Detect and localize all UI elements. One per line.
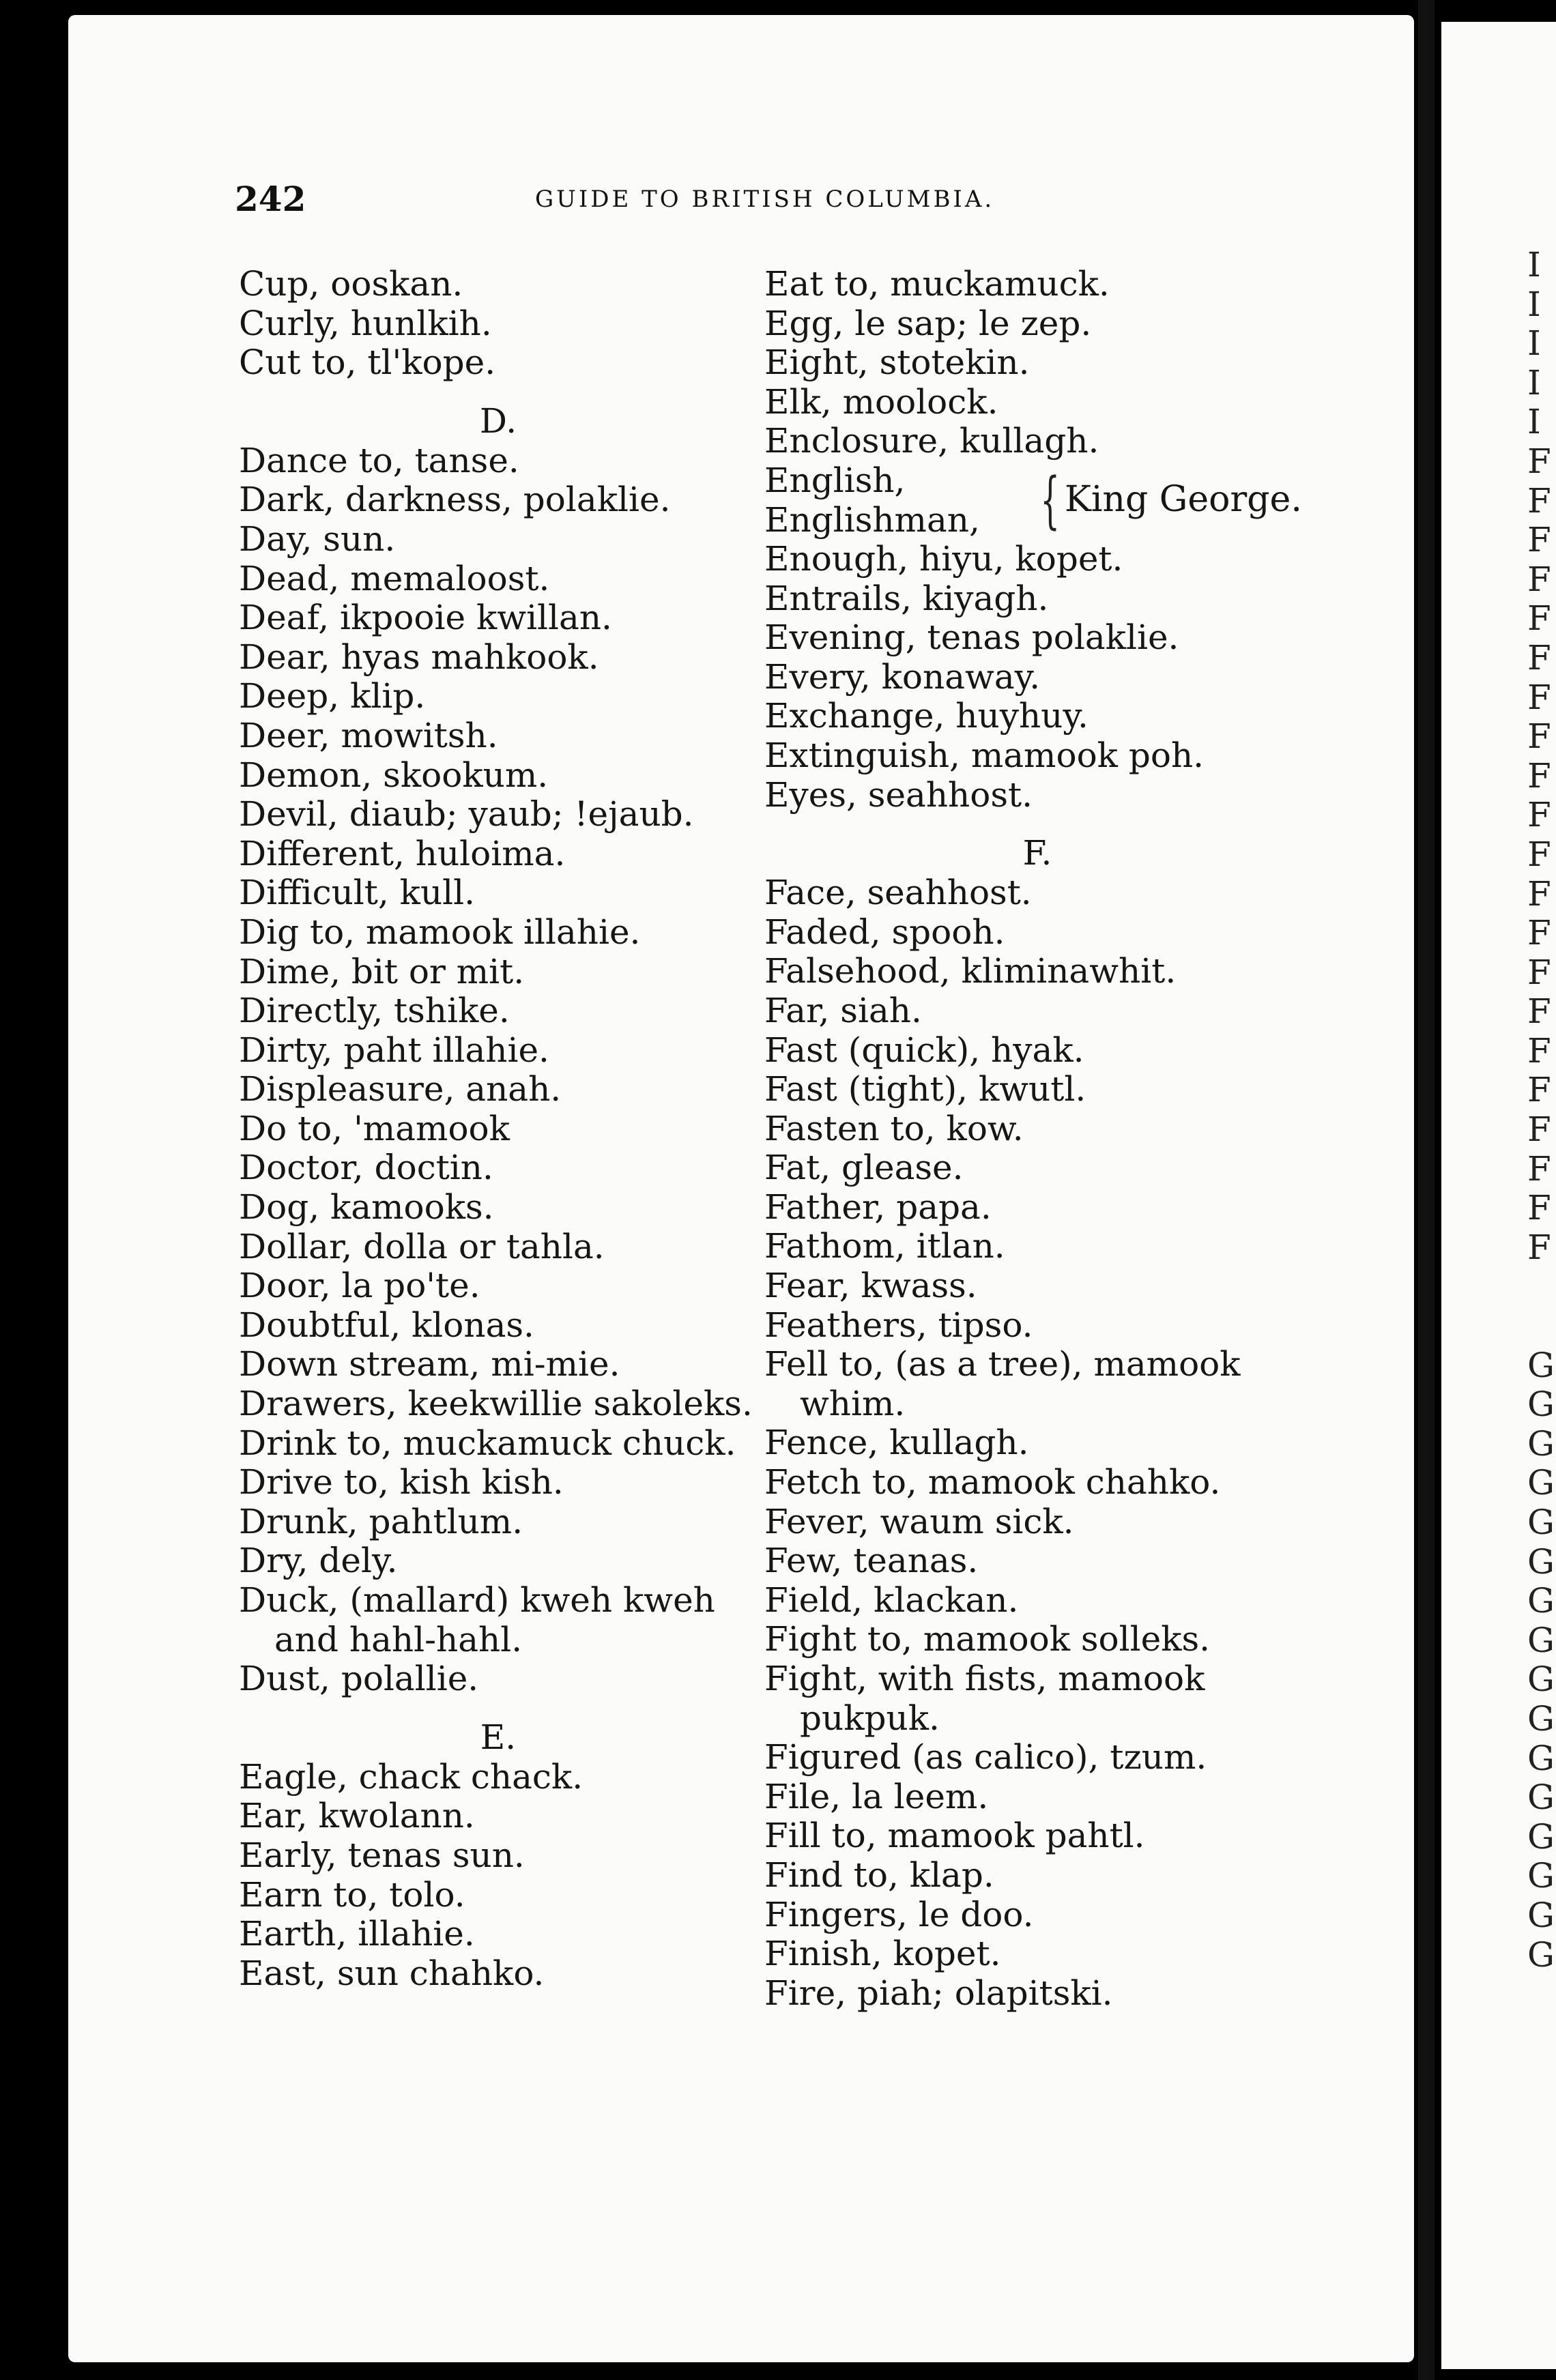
edge-letter: F [1527,991,1551,1032]
glossary-entry: Devil, diaub; yaub; !ejaub. [239,794,694,835]
glossary-entry: Enough, hiyu, kopet. [764,538,1123,579]
glossary-entry-continuation: pukpuk. [800,1698,940,1738]
glossary-entry: Fasten to, kow. [764,1108,1024,1148]
glossary-entry: Drink to, muckamuck chuck. [239,1423,736,1463]
entry-word: English, [764,460,906,500]
glossary-entry: Dollar, dolla or tahla. [239,1226,605,1266]
glossary-entry: Every, konaway. [764,656,1041,697]
edge-letter: I [1527,402,1541,442]
edge-letter: F [1527,755,1551,796]
next-page-edge-letters [1527,246,1555,1975]
edge-letter: F [1527,716,1551,757]
left-column [239,265,758,1993]
edge-letter: F [1527,1227,1551,1267]
glossary-entry: Egg, le sap; le zep. [764,303,1092,343]
right-column [764,265,1310,2013]
edge-letter [1527,1307,1555,1346]
glossary-entry: Enclosure, kullagh. [764,421,1099,461]
glossary-entry: Exchange, huyhuy. [764,696,1089,736]
glossary-entry: Faded, spooh. [764,912,1005,952]
glossary-entry: Dance to, tanse. [239,440,519,480]
edge-letter: F [1527,795,1551,835]
glossary-entry: Dark, darkness, polaklie. [239,480,671,520]
glossary-entry: Face, seahhost. [764,873,1032,913]
glossary-entry: Doubtful, klonas. [239,1305,534,1345]
edge-letter: F [1527,480,1551,521]
edge-letter: F [1527,598,1551,639]
glossary-entry: Field, klackan. [764,1580,1019,1620]
glossary-entry: Deer, mowitsh. [239,715,498,755]
edge-letter: F [1527,952,1551,992]
section-letter: F. [1022,833,1052,873]
edge-letter: F [1527,1070,1551,1110]
glossary-entry: Deep, klip. [239,676,426,716]
edge-letter: F [1527,913,1551,953]
edge-letter: G [1527,1581,1555,1621]
section-letter: E. [480,1717,517,1757]
glossary-entry: Cut to, tl'kope. [239,343,496,383]
glossary-entry: Directly, tshike. [239,991,510,1031]
page-header [235,179,1020,220]
glossary-entry: Fingers, le doo. [764,1894,1034,1934]
glossary-entry: Elk, moolock. [764,381,998,422]
glossary-entry: Curly, hunlkih. [239,303,492,343]
glossary-entry: Feathers, tipso. [764,1305,1033,1345]
glossary-entry: Demon, skookum. [239,755,549,795]
glossary-entry: Do to, 'mamook [239,1108,510,1148]
glossary-entry: Fetch to, mamook chahko. [764,1462,1221,1503]
glossary-entry: Figured (as calico), tzum. [764,1737,1207,1777]
edge-letter: F [1527,1148,1551,1189]
glossary-entry: Fast (quick), hyak. [764,1030,1084,1070]
edge-letter: F [1527,559,1551,599]
glossary-entry: Day, sun. [239,519,396,559]
glossary-entry: Evening, tenas polaklie. [764,618,1179,658]
glossary-entry: Door, la po'te. [239,1266,480,1306]
edge-letter: F [1527,637,1551,678]
edge-letter: F [1527,677,1551,717]
edge-letter: F [1527,520,1551,560]
glossary-entry: Earth, illahie. [239,1914,475,1954]
glossary-entry: Far, siah. [764,990,922,1030]
glossary-entry: Fast (tight), kwutl. [764,1069,1086,1109]
edge-letter: G [1527,1659,1555,1700]
glossary-entry: Fever, waum sick. [764,1501,1074,1541]
glossary-entry: Eyes, seahhost. [764,774,1033,815]
glossary-entry: Dog, kamooks. [239,1187,494,1228]
glossary-entry: Father, papa. [764,1187,992,1227]
glossary-entry: Fight, with fists, mamook [764,1659,1205,1698]
glossary-entry: Falsehood, kliminawhit. [764,951,1177,991]
glossary-entry: Dig to, mamook illahie. [239,912,641,952]
edge-letter: G [1527,1541,1555,1582]
edge-letter: F [1527,1109,1551,1150]
edge-letter: F [1527,834,1551,874]
glossary-entry: Fear, kwass. [764,1266,977,1306]
edge-letter: G [1527,1895,1555,1935]
glossary-entry: Deaf, ikpooie kwillan. [239,598,612,638]
glossary-entry: Eat to, muckamuck. [764,264,1110,304]
glossary-entry: Displeasure, anah. [239,1069,562,1109]
glossary-entry: Duck, (mallard) kweh kweh [239,1580,715,1620]
edge-letter [1527,1267,1555,1307]
glossary-entry: Fill to, mamook pahtl. [764,1816,1145,1856]
page-number: 242 [235,179,306,219]
edge-letter: G [1527,1423,1555,1464]
glossary-entry-continuation: and hahl-hahl. [274,1619,523,1659]
edge-letter: G [1527,1384,1555,1425]
edge-letter: G [1527,1698,1555,1739]
edge-letter: F [1527,1188,1551,1228]
glossary-entry-pair [764,461,1310,540]
glossary-entry: Dry, dely. [239,1541,398,1581]
glossary-entry: Entrails, kiyagh. [764,578,1049,618]
brace-glyph: { [1040,464,1060,536]
edge-letter: I [1527,284,1541,324]
glossary-entry: Early, tenas sun. [239,1835,525,1875]
edge-letter: I [1527,362,1541,403]
glossary-entry: Earn to, tolo. [239,1874,465,1915]
edge-letter: G [1527,1777,1555,1818]
edge-letter: F [1527,1030,1551,1071]
entry-translation: King George. [1065,478,1302,520]
edge-letter: G [1527,1934,1555,1975]
glossary-entry: Drunk, pahtlum. [239,1501,523,1541]
edge-letter: G [1527,1620,1555,1660]
glossary-entry: Different, huloima. [239,833,566,873]
glossary-entry: Finish, kopet. [764,1934,1001,1974]
glossary-entry: Extinguish, mamook poh. [764,735,1205,775]
edge-letter: F [1527,441,1551,481]
glossary-entry: Fell to, (as a tree), mamook [764,1344,1241,1384]
glossary-entry: Doctor, doctin. [239,1148,493,1188]
edge-letter: G [1527,1463,1555,1503]
section-letter: D. [479,401,517,441]
glossary-entry: Dust, polallie. [239,1659,479,1699]
glossary-entry: Drive to, kish kish. [239,1462,564,1503]
glossary-entry: Fat, glease. [764,1148,964,1188]
glossary-entry: Down stream, mi-mie. [239,1344,620,1384]
glossary-entry-continuation: whim. [800,1383,906,1423]
glossary-entry: Eight, stotekin. [764,343,1030,383]
edge-letter: I [1527,245,1541,285]
glossary-entry: Fathom, itlan. [764,1226,1005,1266]
glossary-entry: File, la leem. [764,1776,989,1816]
edge-letter: G [1527,1738,1555,1778]
edge-letter: G [1527,1345,1555,1385]
glossary-entry: Dead, memaloost. [239,558,550,598]
glossary-entry: Dirty, paht illahie. [239,1030,549,1070]
glossary-entry: Difficult, kull. [239,873,476,913]
glossary-entry: East, sun chahko. [239,1953,545,1993]
glossary-entry: Drawers, keekwillie sakoleks. [239,1384,753,1424]
glossary-entry: Ear, kwolann. [239,1796,475,1836]
glossary-entry: Dear, hyas mahkook. [239,637,599,677]
edge-letter: G [1527,1856,1555,1896]
glossary-entry: Find to, klap. [764,1855,994,1895]
glossary-entry: Dime, bit or mit. [239,951,525,991]
edge-letter: I [1527,323,1541,364]
edge-letter: G [1527,1503,1555,1542]
glossary-entry: Cup, ooskan. [239,264,463,304]
book-binding [1418,0,1435,2380]
glossary-entry: Fire, piah; olapitski. [764,1973,1113,2013]
glossary-entry: Fence, kullagh. [764,1423,1029,1463]
edge-letter: F [1527,873,1551,914]
entry-word: Englishman, [764,499,980,540]
running-title: GUIDE TO BRITISH COLUMBIA. [535,186,995,213]
glossary-entry: Eagle, chack chack. [239,1756,584,1797]
edge-letter: G [1527,1816,1555,1857]
glossary-entry: Fight to, mamook solleks. [764,1619,1211,1659]
glossary-entry: Few, teanas. [764,1541,979,1581]
